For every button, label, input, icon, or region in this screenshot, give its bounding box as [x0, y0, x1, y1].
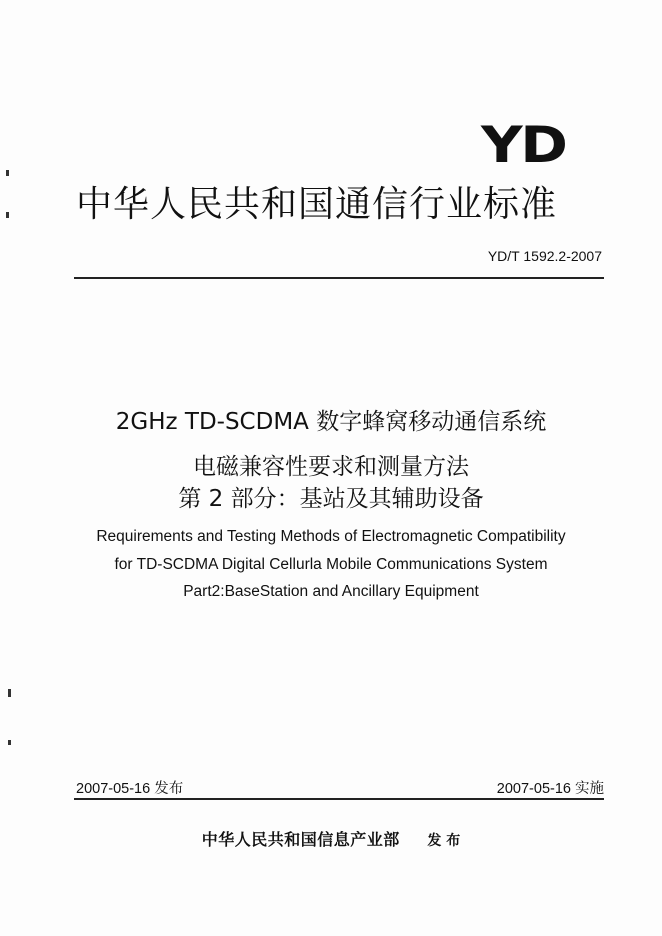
scan-mark	[6, 170, 9, 176]
title-en-line1: Requirements and Testing Methods of Electromagnetic Compatibility	[96, 528, 566, 545]
scan-mark	[8, 740, 11, 745]
publisher-verb: 发 布	[427, 833, 461, 849]
title-zh-line1: 2GHz TD-SCDMA 数字蜂窝移动通信系统	[115, 409, 547, 435]
standard-number: YD/T 1592.2-2007	[487, 248, 602, 264]
title-en-line2: for TD-SCDMA Digital Cellurla Mobile Communications System	[114, 556, 548, 573]
issue-date: 2007-05-16 发布	[76, 781, 184, 797]
scan-mark	[6, 212, 9, 218]
header-divider	[74, 277, 604, 279]
publisher-line	[0, 827, 662, 850]
title-en-line3: Part2:BaseStation and Ancillary Equipment	[183, 583, 479, 600]
publisher-name: 中华人民共和国信息产业部	[201, 830, 400, 849]
implementation-date: 2007-05-16 实施	[496, 781, 604, 797]
footer-divider	[74, 798, 604, 800]
title-zh-line3: 第 2 部分：基站及其辅助设备	[178, 486, 484, 512]
title-zh-line2: 电磁兼容性要求和测量方法	[193, 454, 469, 480]
scan-mark	[8, 689, 11, 697]
standard-logo: YD	[481, 116, 566, 174]
org-title: 中华人民共和国通信行业标准	[76, 184, 558, 225]
